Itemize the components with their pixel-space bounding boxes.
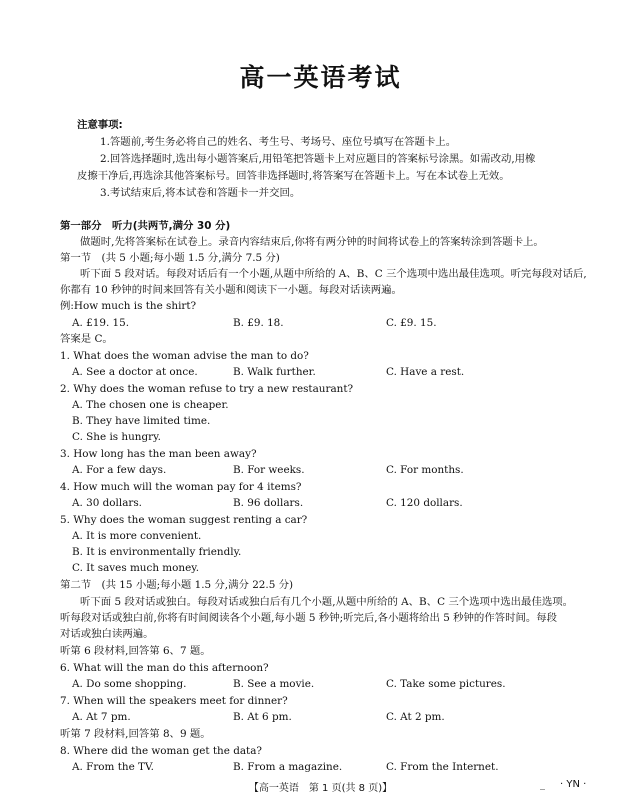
q6-option-c: C. Take some pictures. (386, 678, 506, 690)
example-question: 例:How much is the shirt? (60, 300, 197, 312)
question-8: 8. Where did the woman get the data? (60, 745, 262, 757)
footer-dash: _ (540, 779, 545, 790)
question-6: 6. What will the man do this afternoon? (60, 662, 269, 674)
question-7: 7. When will the speakers meet for dinner? (60, 695, 288, 707)
section2-instruction-1: 听下面 5 段对话或独白。每段对话或独白后有几个小题,从题中所给的 A、B、C 三个选项中选出最佳选项。 (80, 596, 574, 608)
q8-option-a: A. From the TV. (72, 761, 154, 773)
q8-option-b: B. From a magazine. (233, 761, 343, 773)
question-3: 3. How long has the man been away? (60, 448, 257, 460)
section1-instruction-1: 听下面 5 段对话。每段对话后有一个小题,从题中所给的 A、B、C 三个选项中选出最佳选项。听完每段对话后, (80, 268, 587, 280)
example-option-b: B. £9. 18. (233, 317, 284, 329)
section2-instruction-3: 对话或独白读两遍。 (60, 628, 154, 640)
q3-option-a: A. For a few days. (72, 464, 167, 476)
q5-option-a: A. It is more convenient. (72, 530, 202, 542)
q3-option-c: C. For months. (386, 464, 464, 476)
question-4: 4. How much will the woman pay for 4 items? (60, 481, 302, 493)
question-5: 5. Why does the woman suggest renting a car? (60, 514, 308, 526)
question-1: 1. What does the woman advise the man to do? (60, 350, 309, 362)
notice-line-1: 1.答题前,考生务必将自己的姓名、考生号、考场号、座位号填写在答题卡上。 (100, 136, 457, 148)
material-7: 听第 7 段材料,回答第 8、9 题。 (60, 728, 211, 740)
notice-line-4: 3.考试结束后,将本试卷和答题卡一并交回。 (100, 187, 301, 199)
section1-instruction-2: 你都有 10 秒钟的时间来回答有关小题和阅读下一小题。每段对话读两遍。 (60, 284, 402, 296)
q5-option-b: B. It is environmentally friendly. (72, 546, 242, 558)
q8-option-c: C. From the Internet. (386, 761, 499, 773)
q2-option-c: C. She is hungry. (72, 431, 161, 443)
q1-option-b: B. Walk further. (233, 366, 316, 378)
q7-option-c: C. At 2 pm. (386, 711, 445, 723)
q4-option-c: C. 120 dollars. (386, 497, 463, 509)
notice-line-3: 皮擦干净后,再选涂其他答案标号。回答非选择题时,将答案写在答题卡上。写在本试卷上无效。 (77, 170, 510, 182)
q5-option-c: C. It saves much money. (72, 562, 200, 574)
q3-option-b: B. For weeks. (233, 464, 305, 476)
example-option-a: A. £19. 15. (72, 317, 130, 329)
q6-option-a: A. Do some shopping. (72, 678, 187, 690)
q7-option-b: B. At 6 pm. (233, 711, 292, 723)
page-footer: 【高一英语 第 1 页(共 8 页)】 (248, 783, 393, 794)
example-option-c: C. £9. 15. (386, 317, 437, 329)
q2-option-a: A. The chosen one is cheaper. (72, 399, 229, 411)
notice-heading: 注意事项: (77, 119, 123, 131)
section2-instruction-2: 听每段对话或独白前,你将有时间阅读各个小题,每小题 5 秒钟;听完后,各小题将给出 5 秒钟的作答时间。每段 (60, 612, 558, 624)
example-answer: 答案是 C。 (60, 333, 113, 345)
part1-intro: 做题时,先将答案标在试卷上。录音内容结束后,你将有两分钟的时间将试卷上的答案转涂到答题卡上。 (80, 236, 544, 248)
q6-option-b: B. See a movie. (233, 678, 315, 690)
question-2: 2. Why does the woman refuse to try a new restaurant? (60, 383, 354, 395)
section2-heading: 第二节 (共 15 小题;每小题 1.5 分,满分 22.5 分) (60, 579, 294, 591)
section1-heading: 第一节 (共 5 小题;每小题 1.5 分,满分 7.5 分) (60, 252, 280, 264)
page-title: 高一英语考试 (239, 63, 402, 92)
q4-option-a: A. 30 dollars. (72, 497, 142, 509)
q4-option-b: B. 96 dollars. (233, 497, 304, 509)
material-6: 听第 6 段材料,回答第 6、7 题。 (60, 645, 211, 657)
q7-option-a: A. At 7 pm. (72, 711, 131, 723)
q1-option-c: C. Have a rest. (386, 366, 465, 378)
q2-option-b: B. They have limited time. (72, 415, 211, 427)
footer-code: · YN · (560, 779, 587, 790)
q1-option-a: A. See a doctor at once. (72, 366, 198, 378)
notice-line-2: 2.回答选择题时,选出每小题答案后,用铅笔把答题卡上对应题目的答案标号涂黑。如需改动,用橡 (100, 153, 536, 165)
part1-heading: 第一部分 听力(共两节,满分 30 分) (60, 220, 231, 232)
